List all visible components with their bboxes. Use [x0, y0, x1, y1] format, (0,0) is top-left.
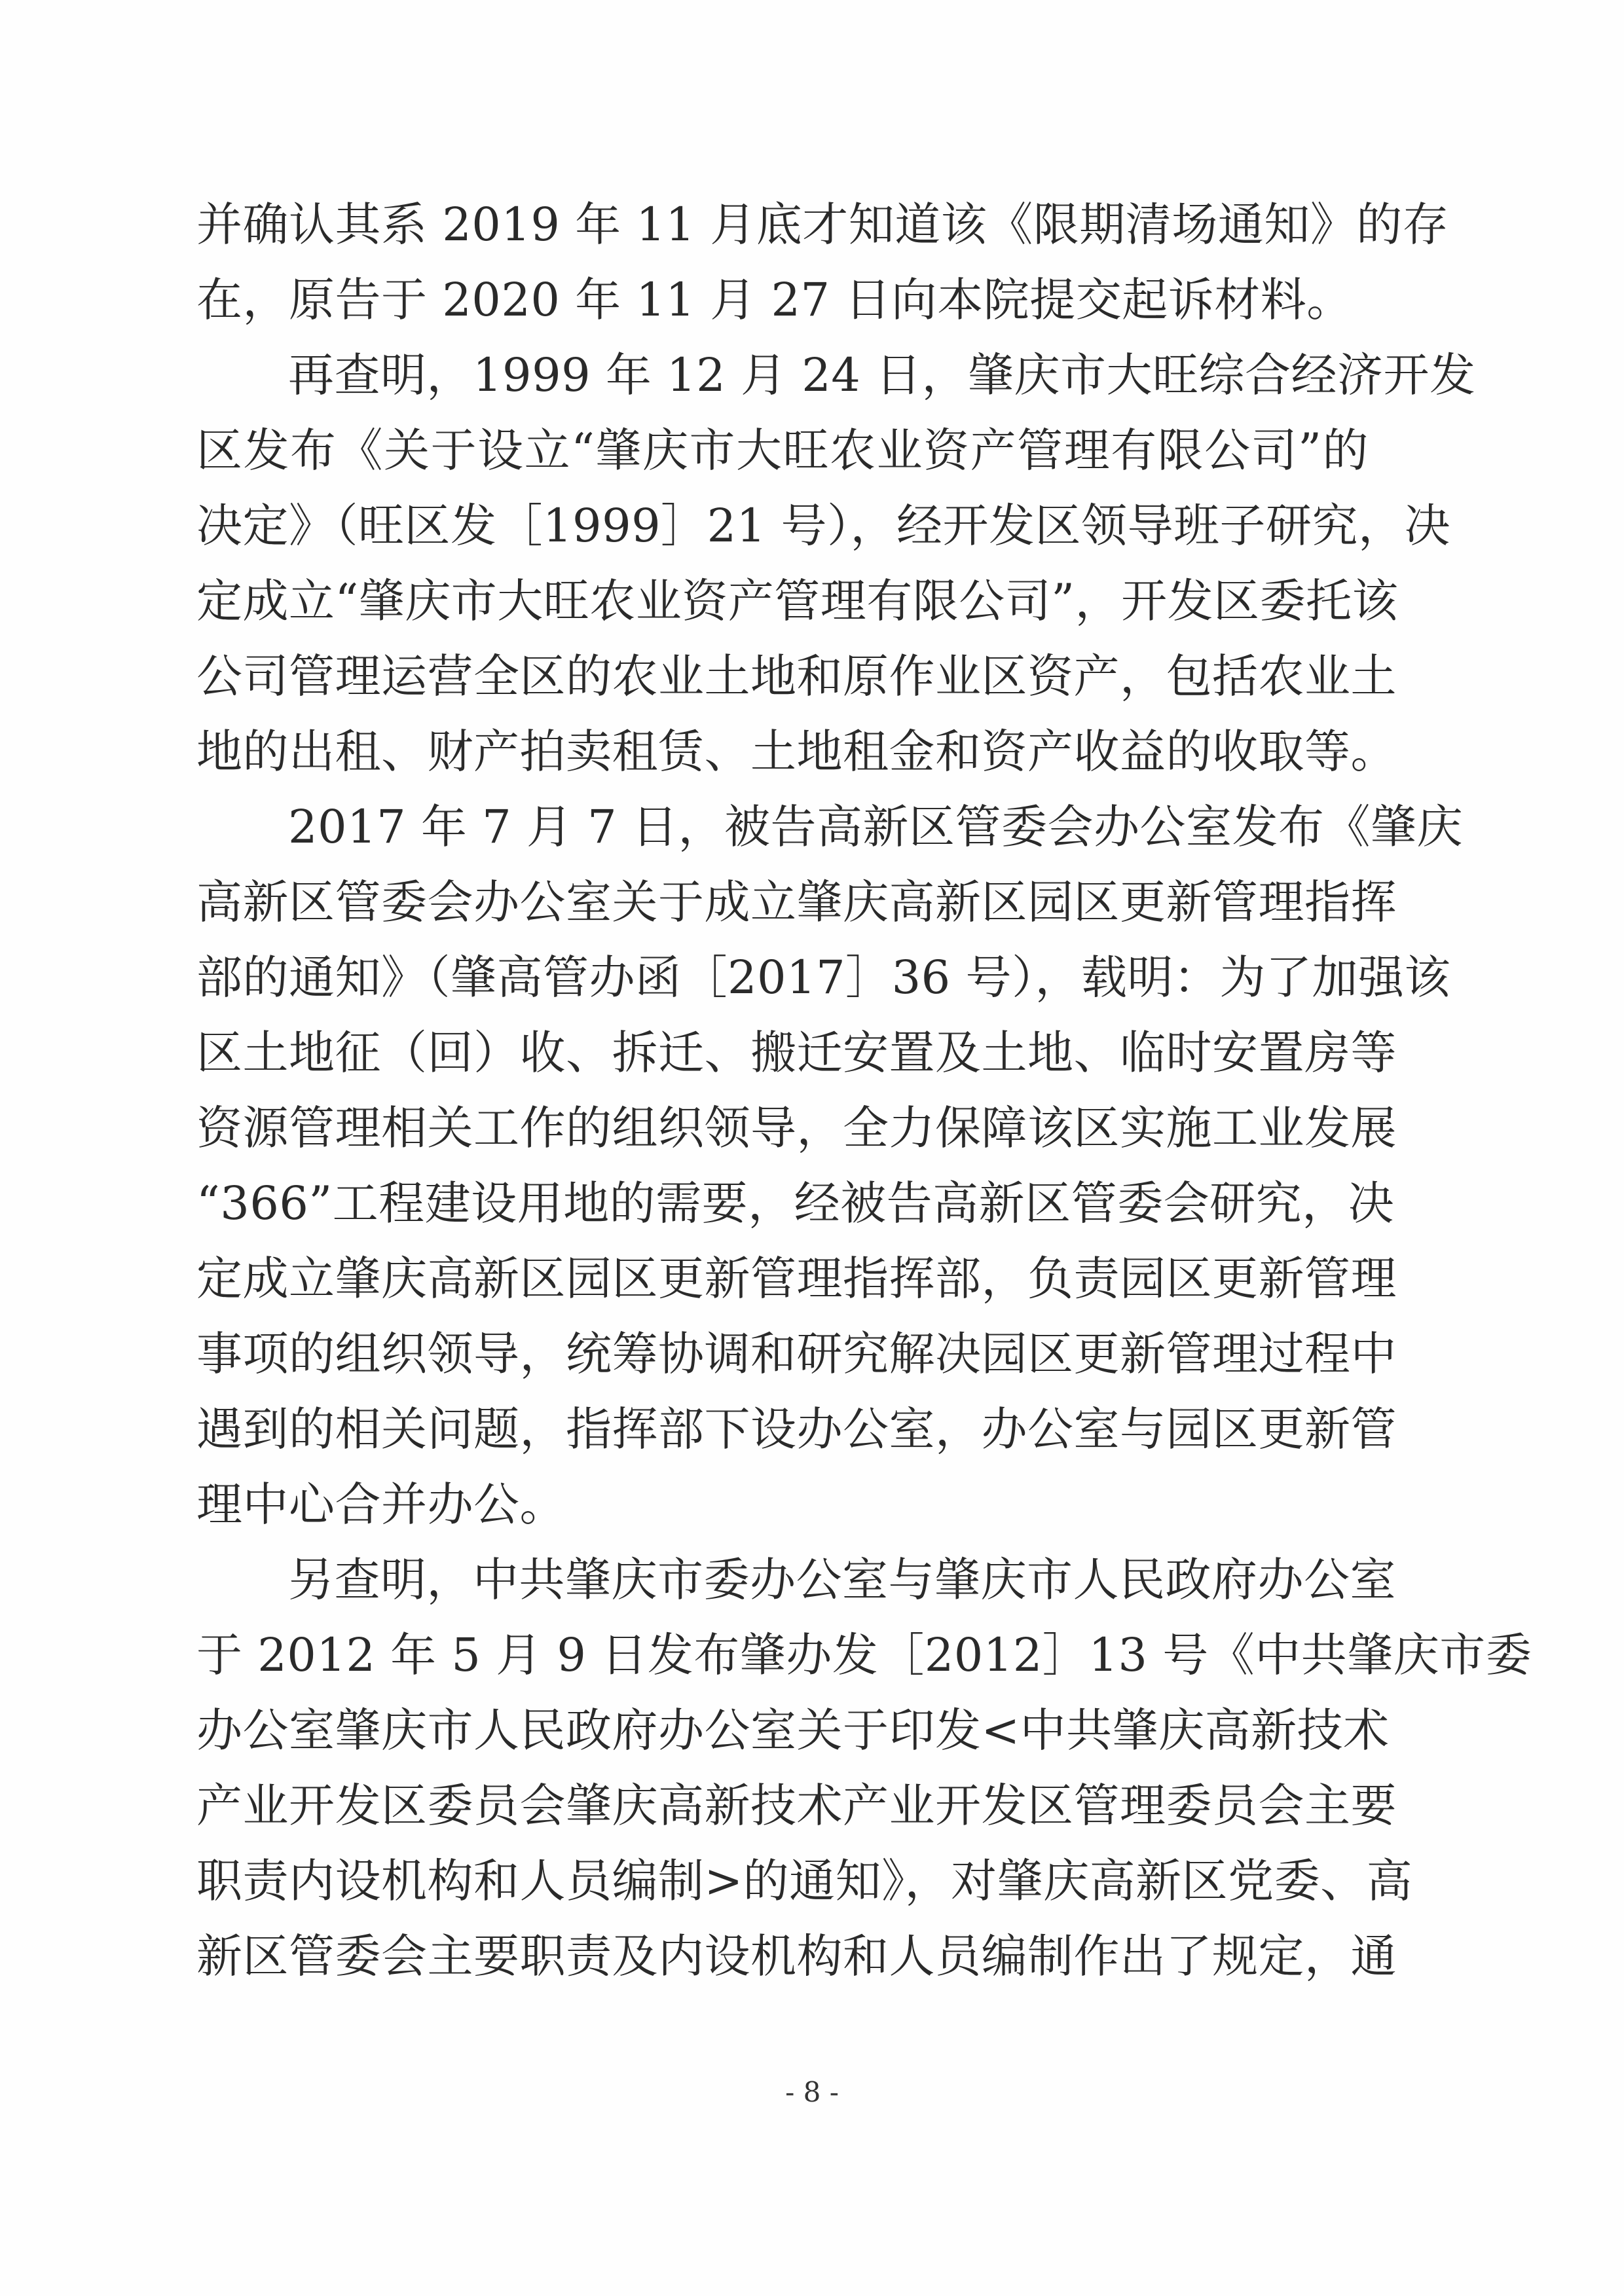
text-line: 遇到的相关问题，指挥部下设办公室，办公室与园区更新管 — [196, 1402, 1397, 1456]
text-line: 地的出租、财产拍卖租赁、土地租金和资产收益的收取等。 — [196, 725, 1397, 778]
text-line: “366”工程建设用地的需要，经被告高新区管委会研究，决 — [196, 1176, 1395, 1230]
text-line: 定成立肇庆高新区园区更新管理指挥部，负责园区更新管理 — [196, 1252, 1397, 1305]
text-line: 产业开发区委员会肇庆高新技术产业开发区管理委员会主要 — [196, 1779, 1397, 1832]
text-line: 决定》（旺区发［1999］21 号），经开发区领导班子研究，决 — [196, 499, 1450, 553]
text-line: 办公室肇庆市人民政府办公室关于印发<中共肇庆高新技术 — [196, 1704, 1390, 1757]
text-line: 资源管理相关工作的组织领导，全力保障该区实施工业发展 — [196, 1101, 1397, 1155]
text-line: 职责内设机构和人员编制>的通知》，对肇庆高新区党委、高 — [196, 1854, 1413, 1908]
page-number: - 8 - — [785, 2076, 839, 2108]
text-line: 新区管委会主要职责及内设机构和人员编制作出了规定，通 — [196, 1929, 1397, 1983]
text-line: 理中心合并办公。 — [196, 1478, 566, 1531]
text-line: 公司管理运营全区的农业土地和原作业区资产，包括农业土 — [196, 649, 1397, 703]
paragraph-start-line: 2017 年 7 月 7 日，被告高新区管委会办公室发布《肇庆 — [288, 800, 1463, 854]
text-line: 区发布《关于设立“肇庆市大旺农业资产管理有限公司”的 — [196, 424, 1369, 477]
text-line: 在，原告于 2020 年 11 月 27 日向本院提交起诉材料。 — [196, 273, 1353, 327]
paragraph-start-line: 再查明，1999 年 12 月 24 日，肇庆市大旺综合经济开发 — [288, 348, 1476, 402]
text-line: 并确认其系 2019 年 11 月底才知道该《限期清场通知》的存 — [196, 198, 1449, 251]
text-line: 高新区管委会办公室关于成立肇庆高新区园区更新管理指挥 — [196, 875, 1397, 929]
text-line: 区土地征（回）收、拆迁、搬迁安置及土地、临时安置房等 — [196, 1026, 1397, 1080]
text-line: 定成立“肇庆市大旺农业资产管理有限公司”，开发区委托该 — [196, 574, 1399, 628]
paragraph-start-line: 另查明，中共肇庆市委办公室与肇庆市人民政府办公室 — [288, 1553, 1396, 1607]
text-line: 于 2012 年 5 月 9 日发布肇办发［2012］13 号《中共肇庆市委 — [196, 1628, 1532, 1682]
text-line: 部的通知》（肇高管办函［2017］36 号），载明：为了加强该 — [196, 951, 1450, 1004]
text-line: 事项的组织领导，统筹协调和研究解决园区更新管理过程中 — [196, 1327, 1397, 1381]
